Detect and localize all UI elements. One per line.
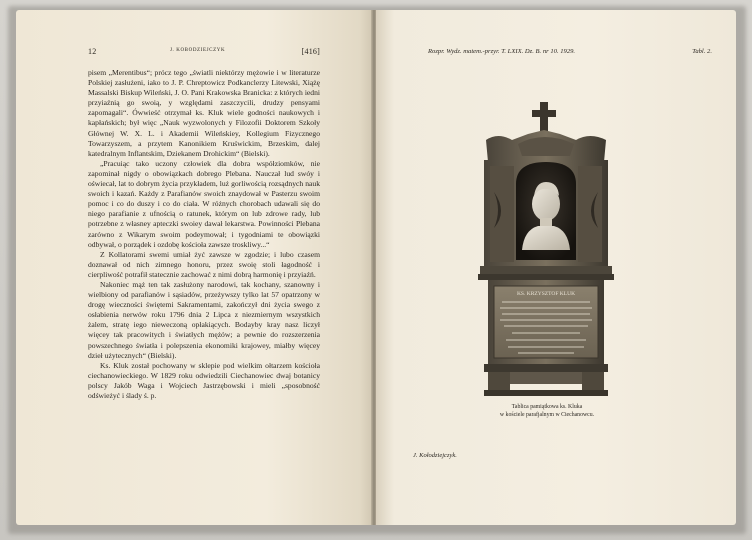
running-head-author: J. KOBODZIEJCZYK	[170, 48, 226, 53]
journal-reference: Rozpr. Wydz. matem.-przyr. T. LXIX. Dz. B. nr 10. 1929.	[428, 48, 576, 55]
figure-caption	[462, 403, 632, 419]
paragraph: Z Kollatorami swemi umiał żyć zawsze w zgodzie; i lubo czasem doznawał od nich zimnego honoru, przez swoię stoli łagodność i cierpliwość potrafił statecznie zachować z nimi dobrą harmonię i przyiaźń.	[88, 249, 320, 279]
paragraph: Nakoniec mąż ten tak zasłużony narodowi, tak kochany, szanowny i wielbiony od parafianów i sąsiadów, przeżywszy tylko lat 57 opatrzony w drogę wieczności świętemi Sakramentami, zakończył dni życia swego z osłabienia nerwów roku 1796 dnia 2 Lipca z niezmiernym wszystkich żalem, stratę iego nieweczoną opłakiących. Bodayby kray nasz liczył więcey tak pracowitych i światłych mężów; a pewnie do rozszerzenia powszechnego światła i polepszenia ekonomiki krajowey, miałby więcey dzieł użytecznych“ (Bielski).	[88, 279, 320, 360]
memorial-plaque-photo	[478, 100, 614, 398]
body-text	[88, 68, 320, 401]
page-reference: [416]	[301, 47, 320, 56]
paragraph: Ks. Kluk został pochowany w sklepie pod wielkim ołtarzem kościoła ciechanowieckiego. W 1829 roku odwiedzili Ciechanowiec dwaj botanicy polscy Jakób Waga i Wojciech Jastrzębowski i mieli „sposobność odświeżyć i ślady ś. p.	[88, 360, 320, 400]
caption-line: Tablica pamiątkowa ks. Kluka	[511, 404, 583, 410]
plate-header	[428, 48, 712, 55]
cross-icon	[532, 102, 556, 132]
paragraph: pisem „Merentibus“; prócz tego „światli niektórzy mężowie i w literaturze Polskiej zasłużeni, iako to J. P. Chreptowicz Podkanclerzy Litewski, Xiążę Massalski Biskup Wileński, J. O. Pani Krakowska Branicka: z których iedni przyiaźnią go swoią, y względami zaszczycili, drudzy pensyami zapomagali“. Ówwieść otrzymał ks. Kluk wiele godności naukowych i kapłańskich; był więc „Nauk wyzwolonych y Filozofii Doktorem Szkoły Głównej W. X. L. i Akademii Wileńskiey, Kollegium Fizycznego Towarzyszem, a przytem Kanonikiem Kruświckim, Brzeskim, dalej katedralnym Inflantskim, Dziekanem Drohickim“ (Bielski).	[88, 68, 320, 158]
plate-number: Tabl. 2.	[692, 48, 712, 55]
page-number: 12	[88, 47, 97, 56]
plaque-heading: KS. KRZYSZTOF KLUK	[516, 291, 576, 297]
photo-credit: J. Kołodziejczyk.	[413, 452, 457, 459]
running-head	[88, 47, 320, 59]
paragraph: „Pracuiąc tako uczony człowiek dla dobra współziomków, nie zapominał nigdy o obowiązkach dobrego Plebana. Nauczał lud swóy i oświecał, lat to dobrym życia przykładem, luż gorliwością rozsądnych nauk swoich i kazań. Każdy z Parafianów swoich znaydował w Pasterzu swoim pomoc i co do duszy i co do ciała. W różnych chorobach udawali się do niego parafianie z ufnością o ratunek, którym on lub zdrowe rady, lub potrzebne z własney apteczki swoiey dawał lekarstwa. Powinności Plebana zarówno z Wikarym swoim podeymował; i tygodniami te obowiązki odbywał, o porządek i ozdobę kościoła zawsze troskliwy...“	[88, 158, 320, 249]
caption-line: w kościele parafjalnym w Ciechanowcu.	[499, 412, 595, 418]
